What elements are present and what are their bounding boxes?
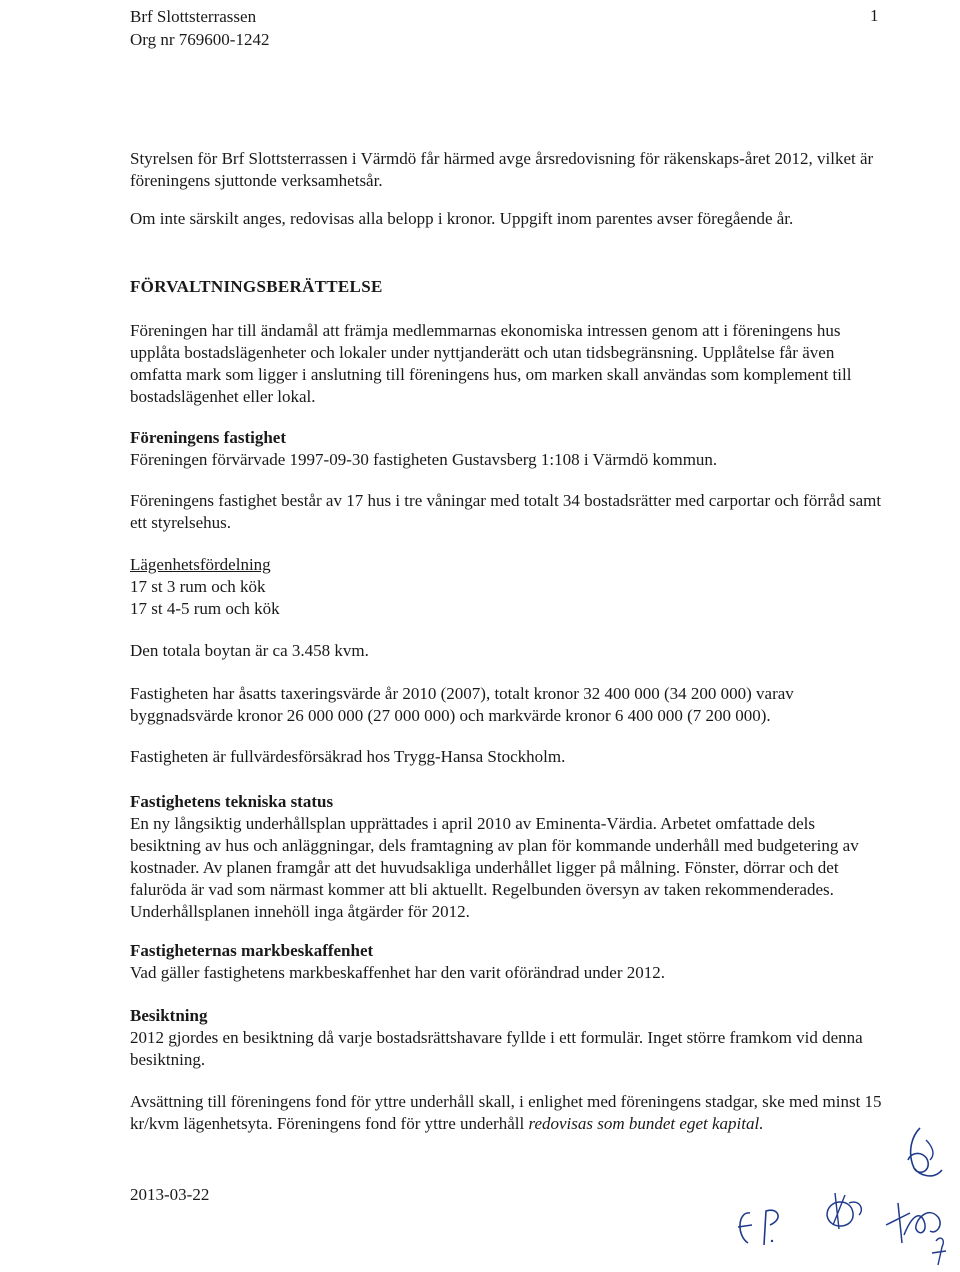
apartment-distribution-heading: Lägenhetsfördelning: [130, 555, 271, 574]
inspection-heading: Besiktning: [130, 1006, 208, 1025]
signature-initials-1: [890, 1120, 950, 1190]
inspection-text: 2012 gjordes en besiktning då varje bostadsrättshavare fyllde i ett formulär. Inget större framkom vid denna besiktning.: [130, 1028, 863, 1069]
property-heading: Föreningens fastighet: [130, 428, 286, 447]
tax-assessment: Fastigheten har åsatts taxeringsvärde år 2010 (2007), totalt kronor 32 400 000 (34 200 000) varav byggnadsvärde kronor 26 000 000 (27 000 000) och markvärde kronor 6 400 000 (7 200 000).: [130, 684, 794, 725]
signature-initials-3: [880, 1195, 955, 1270]
ground-conditions-heading: Fastigheternas markbeskaffenhet: [130, 941, 374, 960]
property-acquisition: Föreningen förvärvade 1997-09-30 fastigheten Gustavsberg 1:108 i Värmdö kommun.: [130, 450, 718, 469]
org-number: Org nr 769600-1242: [130, 30, 270, 49]
maintenance-fund-italic: redovisas som bundet eget kapital.: [528, 1114, 764, 1133]
document-date: 2013-03-22: [130, 1185, 210, 1204]
section-title: FÖRVALTNINGSBERÄTTELSE: [130, 277, 383, 296]
purpose-paragraph: Föreningen har till ändamål att främja medlemmarnas ekonomiska intressen genom att i föreningens hus upplåta bostadslägenheter och lokaler under nyttjanderätt och utan tidsbegränsning. Upplåtelse får även omfatta mark som ligger i anslutning till föreningens hus, om marken skall användas som komplement till bostadslägenhet eller lokal.: [130, 321, 852, 406]
property-description: Föreningens fastighet består av 17 hus i tre våningar med totalt 34 bostadsrätter med carportar och förråd samt ett styrelsehus.: [130, 491, 882, 532]
technical-status-text: En ny långsiktig underhållsplan upprättades i april 2010 av Eminenta-Värdia. Arbetet omfattade dels besiktning av hus och anläggningar, dels framtagning av plan för kommande underhåll med budgetering av kostnader. Av planen framgår att det huvudsakliga underhållet ligger på målning. Fönster, dörrar och det faluröda är vad som närmast kommer att bli aktuellt. Regelbunden översyn av taken rekommenderades. Underhållsplanen innehöll inga åtgärder för 2012.: [130, 814, 859, 921]
ground-conditions-text: Vad gäller fastighetens markbeskaffenhet har den varit oförändrad under 2012.: [130, 963, 665, 982]
document-header: [130, 5, 269, 51]
insurance-note: Fastigheten är fullvärdesförsäkrad hos Trygg-Hansa Stockholm.: [130, 747, 566, 766]
signature-initials-2: [815, 1185, 875, 1240]
apartment-type-2: 17 st 4-5 rum och kök: [130, 599, 280, 618]
page-number: 1: [870, 6, 879, 25]
signature-initials-ep: [730, 1195, 800, 1255]
amounts-note: Om inte särskilt anges, redovisas alla belopp i kronor. Uppgift inom parentes avser föregående år.: [130, 209, 794, 228]
org-name: Brf Slottsterrassen: [130, 7, 257, 26]
maintenance-fund-text: Avsättning till föreningens fond för yttre underhåll skall, i enlighet med föreningens stadgar, ske med minst 15 kr/kvm lägenhetsyta. Föreningens fond för yttre underhåll: [130, 1092, 882, 1133]
maintenance-fund-paragraph: [130, 1091, 890, 1135]
total-living-area: Den totala boytan är ca 3.458 kvm.: [130, 641, 369, 660]
apartment-type-1: 17 st 3 rum och kök: [130, 577, 266, 596]
technical-status-heading: Fastighetens tekniska status: [130, 792, 334, 811]
intro-paragraph: Styrelsen för Brf Slottsterrassen i Värmdö får härmed avge årsredovisning för räkenskaps-året 2012, vilket är föreningens sjuttonde verksamhetsår.: [130, 149, 874, 190]
